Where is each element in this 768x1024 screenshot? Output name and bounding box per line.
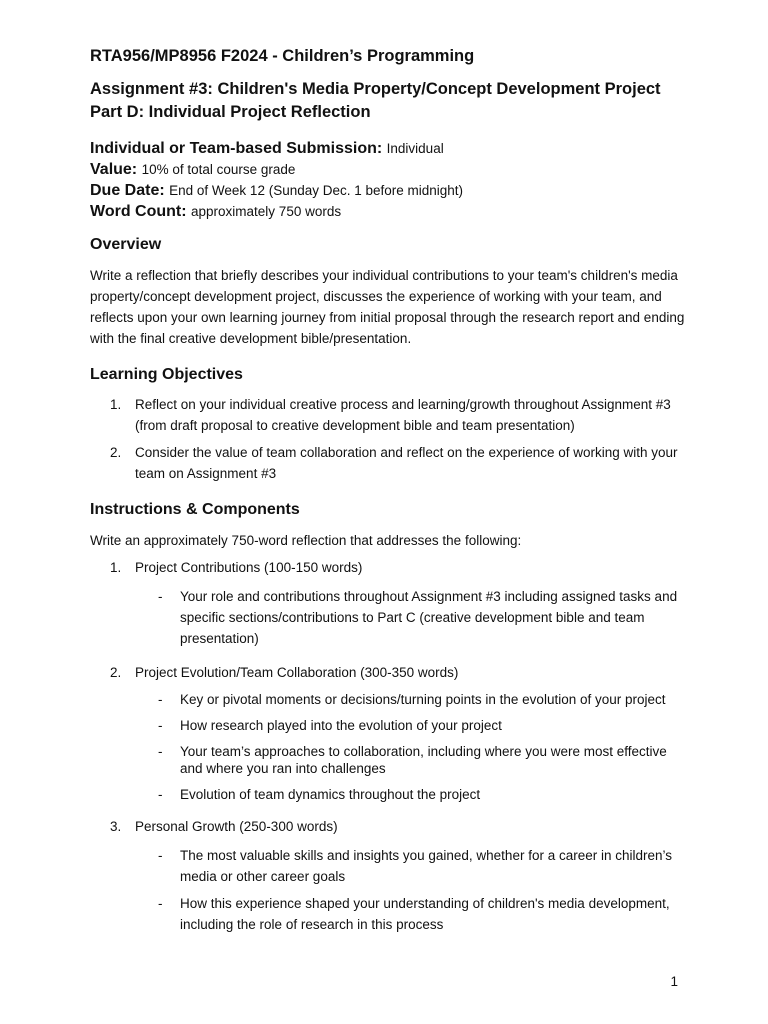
component-title: Project Evolution/Team Collaboration (300-350 words) bbox=[135, 665, 459, 680]
meta-row-due-date bbox=[90, 180, 690, 201]
instructions-heading: Instructions & Components bbox=[90, 501, 300, 518]
part-title: Part D: Individual Project Reflection bbox=[90, 103, 371, 121]
dash-marker: - bbox=[158, 718, 163, 733]
bullet-text: How this experience shaped your understanding of children's media development, including the role of research in this process bbox=[180, 896, 670, 932]
bullet-item bbox=[90, 691, 690, 708]
bullet-text: Key or pivotal moments or decisions/turning points in the evolution of your project bbox=[180, 692, 666, 707]
overview-heading: Overview bbox=[90, 236, 162, 253]
components-list bbox=[90, 816, 690, 837]
list-item bbox=[90, 442, 690, 484]
objectives-list bbox=[90, 394, 690, 484]
meta-value: End of Week 12 (Sunday Dec. 1 before midnight) bbox=[169, 183, 464, 198]
meta-row-value bbox=[90, 159, 690, 180]
document-page bbox=[90, 44, 690, 935]
dash-marker: - bbox=[158, 692, 163, 707]
meta-row-word-count bbox=[90, 201, 690, 222]
component-3-bullets bbox=[90, 845, 690, 935]
list-item-text: Reflect on your individual creative process and learning/growth throughout Assignment #3 (from draft proposal to creative development bible and team presentation) bbox=[135, 397, 671, 433]
bullet-item bbox=[90, 586, 690, 649]
meta-value: 10% of total course grade bbox=[141, 162, 296, 177]
course-title: RTA956/MP8956 F2024 - Children’s Programming bbox=[90, 47, 475, 65]
meta-key: Value: bbox=[90, 161, 138, 178]
bullet-text: The most valuable skills and insights you gained, whether for a career in children’s media or other career goals bbox=[180, 848, 673, 884]
dash-marker: - bbox=[158, 744, 163, 759]
list-number: 2. bbox=[110, 665, 122, 680]
dash-marker: - bbox=[158, 848, 163, 863]
meta-row-submission bbox=[90, 138, 690, 159]
list-number: 3. bbox=[110, 819, 122, 834]
components-list bbox=[90, 557, 690, 578]
bullet-item bbox=[90, 743, 690, 777]
list-item bbox=[90, 662, 690, 683]
bullet-text: Your role and contributions throughout Assignment #3 including assigned tasks and specific sections/contributions to Part C (creative development bible and team presentation) bbox=[180, 589, 678, 646]
list-number: 1. bbox=[110, 560, 122, 575]
list-item bbox=[90, 557, 690, 578]
list-item-text: Consider the value of team collaboration and reflect on the experience of working with your team on Assignment #3 bbox=[135, 445, 678, 481]
list-item bbox=[90, 816, 690, 837]
assignment-title: Assignment #3: Children's Media Property/Concept Development Project bbox=[90, 80, 661, 98]
bullet-text: Your team’s approaches to collaboration, including where you were most effective and where you ran into challenges bbox=[180, 744, 667, 776]
page-number: 1 bbox=[670, 974, 678, 989]
bullet-item bbox=[90, 893, 690, 935]
dash-marker: - bbox=[158, 589, 163, 604]
assignment-title-block bbox=[90, 78, 690, 124]
list-number: 1. bbox=[110, 397, 122, 412]
dash-marker: - bbox=[158, 896, 163, 911]
component-2-bullets bbox=[90, 691, 690, 803]
component-title: Personal Growth (250-300 words) bbox=[135, 819, 338, 834]
meta-key: Due Date: bbox=[90, 182, 165, 199]
learning-objectives-heading: Learning Objectives bbox=[90, 366, 243, 383]
meta-value: approximately 750 words bbox=[191, 204, 342, 219]
component-title: Project Contributions (100-150 words) bbox=[135, 560, 363, 575]
bullet-item bbox=[90, 786, 690, 803]
instructions-intro: Write an approximately 750-word reflection that addresses the following: bbox=[90, 533, 522, 548]
component-1-bullets bbox=[90, 586, 690, 649]
bullet-text: Evolution of team dynamics throughout the project bbox=[180, 787, 481, 802]
list-number: 2. bbox=[110, 445, 122, 460]
bullet-text: How research played into the evolution of your project bbox=[180, 718, 502, 733]
bullet-item bbox=[90, 717, 690, 734]
bullet-item bbox=[90, 845, 690, 887]
meta-value: Individual bbox=[386, 141, 444, 156]
components-list bbox=[90, 662, 690, 683]
meta-key: Individual or Team-based Submission: bbox=[90, 140, 383, 157]
submission-details bbox=[90, 138, 690, 222]
overview-text: Write a reflection that briefly describes your individual contributions to your team's children's media property/concept development project, discusses the experience of working with your team, and reflects upon your own learning journey from initial proposal through the research report and ending with the final creative development bible/presentation. bbox=[90, 268, 685, 346]
dash-marker: - bbox=[158, 787, 163, 802]
meta-key: Word Count: bbox=[90, 203, 187, 220]
list-item bbox=[90, 394, 690, 436]
